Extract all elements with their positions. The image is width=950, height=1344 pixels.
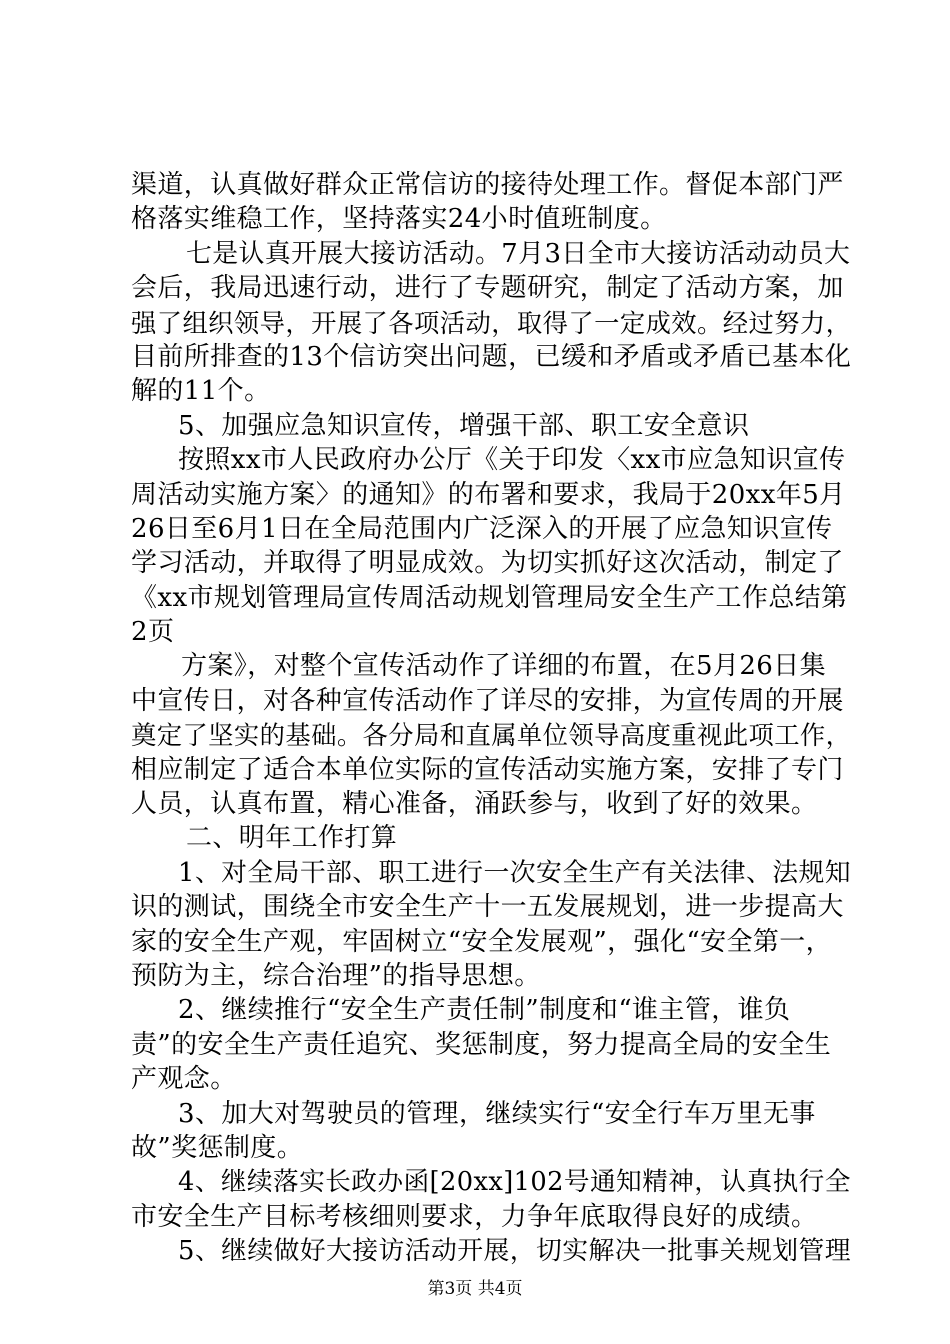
text-line: 2页 [131, 617, 175, 648]
text-line: 3、加大对驾驶员的管理，继续实行“安全行车万里无事 [178, 1098, 816, 1129]
document-body [131, 168, 851, 1269]
text-line: 学习活动，并取得了明显成效。为切实抓好这次活动，制定了 [131, 548, 844, 579]
text-line: 产观念。 [131, 1064, 237, 1095]
text-line: 4、继续落实长政办函[20xx]102号通知精神，认真执行全 [178, 1167, 851, 1198]
text-line: 中宣传日，对各种宣传活动作了详尽的安排，为宣传周的开展 [131, 685, 844, 716]
text-line: 格落实维稳工作，坚持落实24小时值班制度。 [131, 204, 667, 235]
text-line: 七是认真开展大接访活动。7月3日全市大接访活动动员大 [186, 238, 851, 269]
text-line: 《xx市规划管理局宣传周活动规划管理局安全生产工作总结第 [131, 582, 848, 613]
text-line: 识的测试，围绕全市安全生产十一五发展规划，进一步提高大 [131, 892, 844, 923]
text-line: 按照xx市人民政府办公厅《关于印发〈xx市应急知识宣传 [178, 445, 846, 476]
text-line: 相应制定了适合本单位实际的宣传活动实施方案，安排了专门 [131, 754, 844, 785]
text-line: 强了组织领导，开展了各项活动，取得了一定成效。经过努力， [131, 307, 852, 338]
text-line: 奠定了坚实的基础。各分局和直属单位领导高度重视此项工作， [131, 720, 852, 751]
text-line: 责”的安全生产责任追究、奖惩制度，努力提高全局的安全生 [131, 1029, 832, 1060]
text-line: 故”奖惩制度。 [131, 1132, 304, 1163]
text-line: 2、继续推行“安全生产责任制”制度和“谁主管，谁负 [178, 995, 791, 1026]
text-line: 5、继续做好大接访活动开展，切实解决一批事关规划管理 [178, 1236, 851, 1267]
text-line: 人员，认真布置，精心准备，涌跃参与，收到了好的效果。 [131, 789, 818, 820]
text-line: 目前所排查的13个信访突出问题，已缓和矛盾或矛盾已基本化 [131, 341, 852, 372]
text-line: 预防为主，综合治理”的指导思想。 [131, 960, 541, 991]
text-line: 二、明年工作打算 [186, 823, 398, 854]
page-number-label: 第3页 共4页 [427, 1279, 523, 1299]
text-line: 渠道，认真做好群众正常信访的接待处理工作。督促本部门严 [131, 170, 844, 200]
text-line: 会后，我局迅速行动，进行了专题研究，制定了活动方案，加 [131, 273, 844, 304]
text-line: 方案》，对整个宣传活动作了详细的布置，在5月26日集 [181, 651, 827, 682]
text-line: 周活动实施方案〉的通知》的布署和要求，我局于20xx年5月 [131, 479, 846, 510]
text-line: 1、对全局干部、职工进行一次安全生产有关法律、法规知 [178, 857, 851, 888]
text-line: 市安全生产目标考核细则要求，力争年底取得良好的成绩。 [131, 1201, 818, 1232]
text-line: 解的11个。 [131, 376, 271, 407]
text-line: 26日至6月1日在全局范围内广泛深入的开展了应急知识宣传 [131, 513, 833, 544]
text-line: 5、加强应急知识宣传，增强干部、职工安全意识 [178, 410, 750, 441]
text-line: 家的安全生产观，牢固树立“安全发展观”，强化“安全第一， [131, 926, 833, 957]
page-footer [0, 1278, 950, 1300]
